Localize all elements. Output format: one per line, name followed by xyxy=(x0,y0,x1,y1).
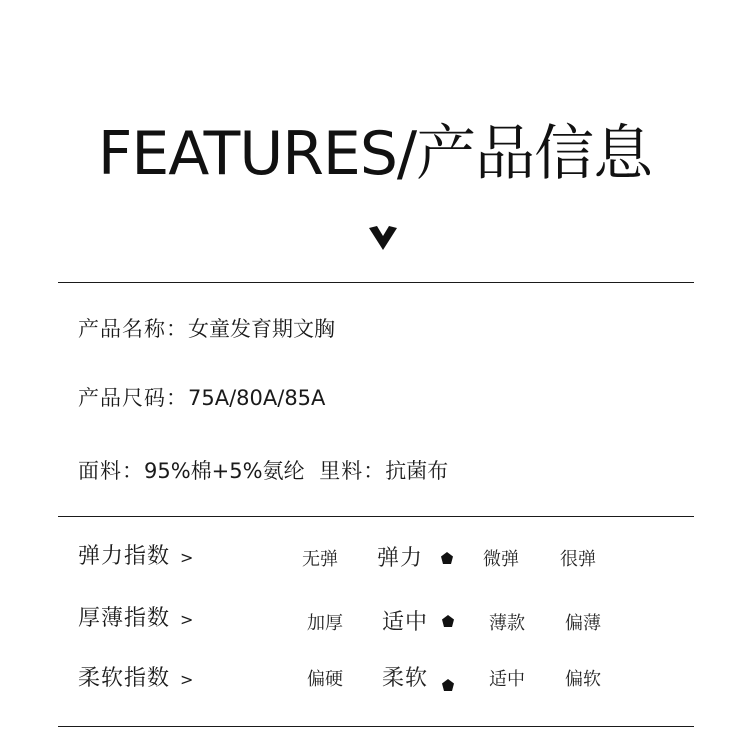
scale-option: 微弹 xyxy=(483,549,519,570)
product-name-value: 女童发育期文胸 xyxy=(188,317,335,341)
product-size-row xyxy=(78,384,325,412)
product-name-row xyxy=(78,315,335,343)
scale-option-selected: 弹力 xyxy=(376,546,424,571)
product-fabric-row xyxy=(78,457,448,485)
scale-option: 很弹 xyxy=(560,549,596,570)
divider-bottom xyxy=(58,726,694,727)
scale-label-text: 厚薄指数 xyxy=(78,606,171,631)
scale-option: 薄款 xyxy=(489,613,525,634)
divider-middle xyxy=(58,516,694,517)
chevron-down-icon xyxy=(367,224,399,252)
product-size-value: 75A/80A/85A xyxy=(188,386,326,410)
scale-option: 偏硬 xyxy=(307,669,343,690)
lining-value: 抗菌布 xyxy=(385,459,449,483)
pentagon-dot-icon xyxy=(442,615,454,627)
scale-label xyxy=(78,543,194,572)
pentagon-dot-icon xyxy=(441,552,453,564)
scale-option: 偏薄 xyxy=(565,613,601,634)
scale-arrow: > xyxy=(180,548,195,567)
scale-label xyxy=(78,605,194,634)
scale-option-selected: 柔软 xyxy=(381,666,429,691)
scale-label-text: 弹力指数 xyxy=(78,544,171,569)
divider-top xyxy=(58,282,694,283)
product-name-label: 产品名称： xyxy=(78,317,188,341)
pentagon-dot-icon xyxy=(442,679,454,691)
scale-option: 适中 xyxy=(489,669,525,690)
product-size-label: 产品尺码： xyxy=(78,386,188,410)
fabric-value: 95%棉+5%氨纶 xyxy=(144,459,305,483)
scale-label-text: 柔软指数 xyxy=(78,666,171,691)
scale-label xyxy=(78,665,194,694)
scale-arrow: > xyxy=(180,670,195,689)
page-title: FEATURES/产品信息 xyxy=(97,119,653,189)
scale-option: 偏软 xyxy=(565,669,601,690)
scale-option: 加厚 xyxy=(307,613,343,634)
fabric-label: 面料： xyxy=(78,459,144,483)
scale-option: 无弹 xyxy=(302,549,338,570)
scale-option-selected: 适中 xyxy=(381,610,429,635)
scale-arrow: > xyxy=(180,610,195,629)
lining-label: 里料： xyxy=(319,459,386,483)
